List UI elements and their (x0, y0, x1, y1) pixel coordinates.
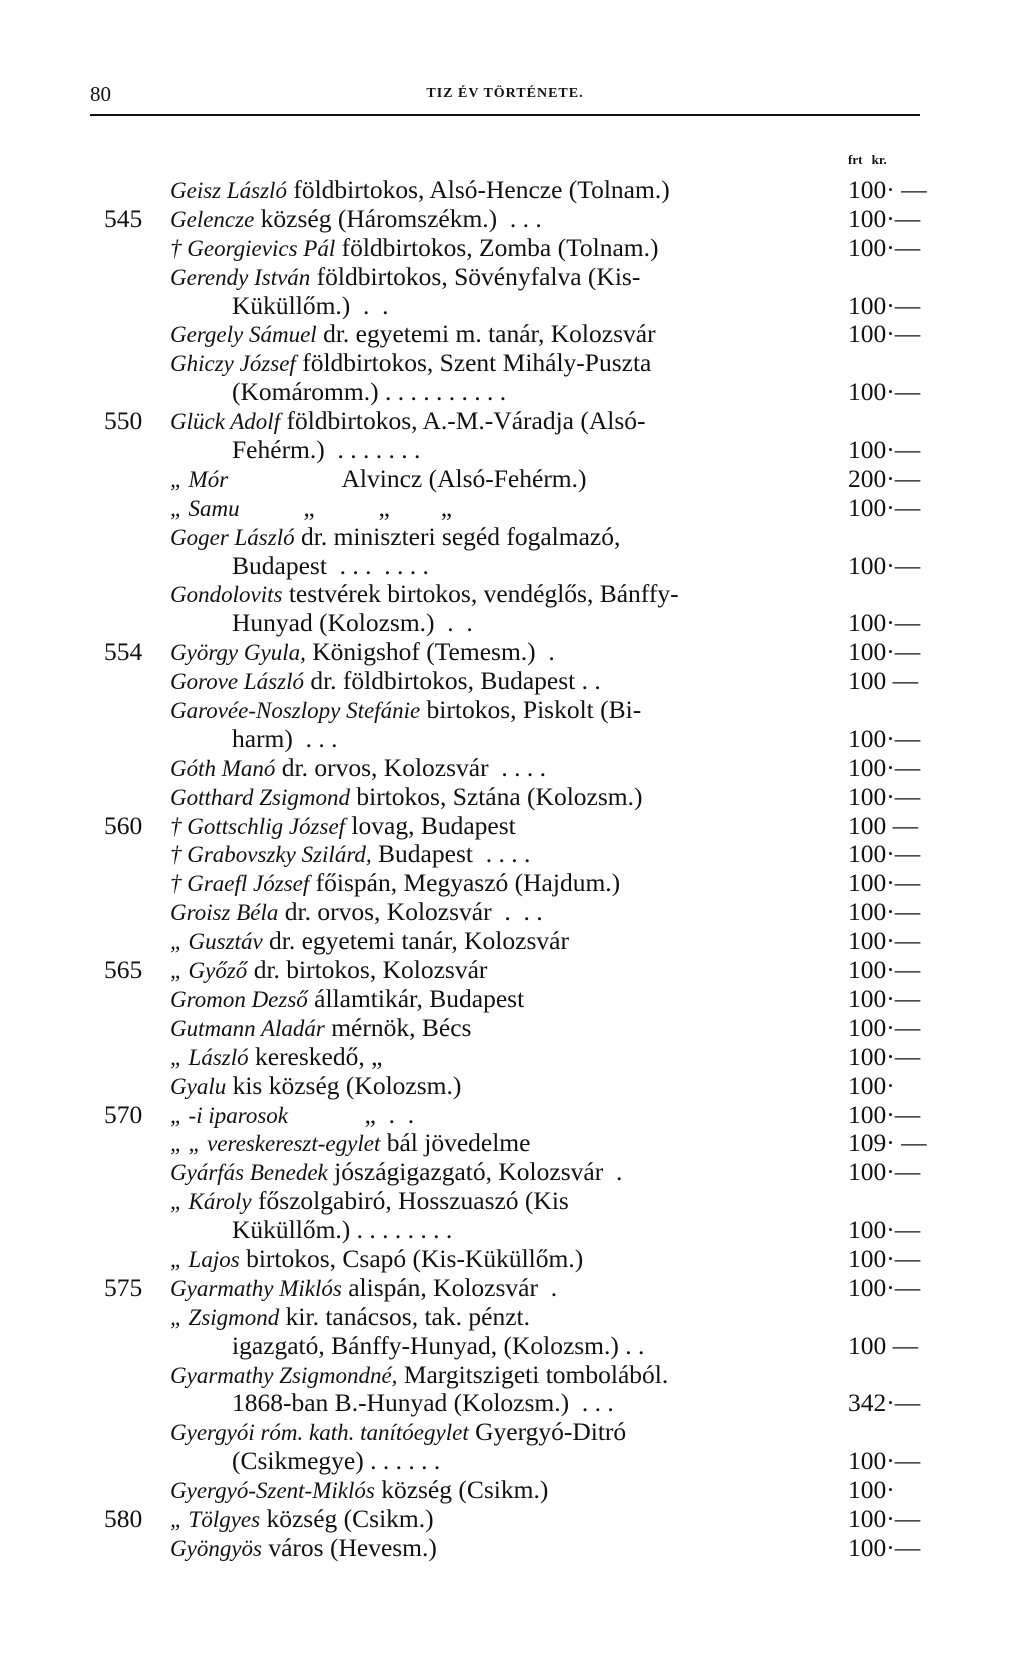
entry-name: „ Zsigmond (170, 1304, 280, 1330)
list-item (0, 1187, 1024, 1216)
entry-number: 575 (104, 1272, 143, 1302)
entry-amount: 342·— (848, 1388, 921, 1418)
entry-amount: 109· — (848, 1128, 927, 1158)
header-rule (90, 114, 920, 116)
entry-name: † Gottschlig József (170, 813, 346, 839)
entry-description: dr. birtokos, Kolozsvár (247, 955, 488, 985)
entry-description: 1868-ban B.-Hunyad (Kolozsm.) . . . (232, 1388, 614, 1418)
entry-amount: 100·— (848, 232, 921, 262)
entry-text (170, 754, 546, 784)
entry-text (170, 1245, 583, 1275)
entry-description: Budapest . . . . . . . (232, 550, 429, 580)
entry-description: dr. egyetemi tanár, Kolozsvár (262, 926, 569, 956)
entry-description: „ „ „ (239, 492, 453, 522)
entry-description: birtokos, Csapó (Kis-Küküllőm.) (239, 1243, 584, 1273)
entry-name: † Georgievics Pál (170, 235, 336, 261)
entry-description: község (Csikm.) (260, 1503, 434, 1533)
list-item (0, 523, 1024, 552)
list-item (0, 869, 1024, 898)
entry-description: kereskedő, „ (248, 1041, 383, 1071)
list-item (0, 754, 1024, 783)
entry-text (170, 812, 516, 842)
entry-description: földbirtokos, A.-M.-Váradja (Alsó- (280, 406, 646, 436)
list-item (0, 407, 1024, 436)
list-item (0, 927, 1024, 956)
entry-amount: 100·— (848, 1532, 921, 1562)
entry-name: Gerendy István (170, 264, 311, 290)
entry-text (232, 725, 338, 755)
entry-description: harm) . . . (232, 723, 338, 753)
list-item (0, 1361, 1024, 1390)
entry-name: „ Győző (170, 958, 248, 984)
entry-text (170, 1361, 668, 1391)
list-item (0, 840, 1024, 869)
entry-description: dr. orvos, Kolozsvár . . . (278, 897, 543, 927)
entry-description: főszolgabiró, Hosszuaszó (Kis (251, 1186, 569, 1216)
entry-amount: 100·— (848, 1099, 921, 1129)
entry-name: Gutmann Aladár (170, 1015, 325, 1041)
list-item (0, 292, 1024, 321)
list-item (0, 465, 1024, 494)
entry-number: 565 (104, 955, 143, 985)
list-item (0, 378, 1024, 407)
entry-description: birtokos, Piskolt (Bi- (420, 695, 642, 725)
entry-name: Gondolovits (170, 582, 283, 608)
list-item (0, 1245, 1024, 1274)
entry-text (170, 1303, 530, 1333)
entry-text (170, 1129, 530, 1159)
entry-amount: 200·— (848, 463, 921, 493)
list-item (0, 1505, 1024, 1534)
entry-description: földbirtokos, Szent Mihály-Puszta (295, 348, 652, 378)
entry-name: Gergely Sámuel (170, 322, 317, 348)
entry-description: igazgató, Bánffy-Hunyad, (Kolozsm.) . . (232, 1330, 645, 1360)
entry-description: kir. tanácsos, tak. pénzt. (279, 1301, 530, 1331)
entry-name: Geisz László (170, 178, 287, 203)
entry-text (170, 1101, 414, 1131)
entry-amount: 100·— (848, 955, 921, 985)
entry-amount: 100·— (848, 839, 921, 869)
entry-description: testvérek birtokos, vendéglős, Bánffy- (282, 579, 679, 609)
entry-name: György Gyula, (170, 640, 306, 666)
entry-name: Garovée-Noszlopy Stefánie (170, 698, 421, 724)
entry-description: község (Háromszékm.) . . . (254, 203, 542, 233)
entry-text (232, 1332, 644, 1362)
entry-amount: 100·— (848, 290, 921, 320)
entry-description: (Csikmegye) . . . . . . (232, 1446, 441, 1476)
list-item (0, 1418, 1024, 1447)
entry-description: (Komáromm.) . . . . . . . . . . (232, 377, 507, 407)
entry-text (170, 696, 641, 726)
page-number: 80 (90, 82, 111, 106)
entry-amount: 100·— (848, 1243, 921, 1273)
entry-amount: 100· (848, 1475, 895, 1505)
entry-description: Margitszigeti tombolából. (397, 1359, 669, 1389)
entry-name: Góth Manó (170, 755, 276, 781)
entry-description: Küküllőm.) . . (232, 290, 389, 320)
entry-amount: 100·— (848, 319, 921, 349)
entry-description: község (Csikm.) (374, 1475, 549, 1505)
entry-text (170, 956, 487, 986)
entry-name: Gyarmathy Zsigmondné, (170, 1362, 398, 1388)
list-item (0, 580, 1024, 609)
entry-name: „ Gusztáv (170, 929, 263, 955)
list-item (0, 1043, 1024, 1072)
list-item (0, 1476, 1024, 1505)
entry-amount: 100·— (848, 868, 921, 898)
list-item (0, 1274, 1024, 1303)
entry-name: „ Samu (170, 495, 240, 521)
list-item (0, 1303, 1024, 1332)
entry-description: jószágigazgató, Kolozsvár . (327, 1157, 623, 1187)
entry-description: Königshof (Temesm.) . (305, 637, 555, 667)
entry-description: lovag, Budapest (345, 810, 516, 840)
entry-amount: 100·— (848, 1446, 921, 1476)
entry-description: dr. egyetemi m. tanár, Kolozsvár (316, 319, 656, 349)
entry-amount: 100·— (848, 203, 921, 233)
entry-text (170, 1505, 434, 1535)
entry-amount: 100·— (848, 1215, 921, 1245)
entry-name: Gyarmathy Miklós (170, 1275, 342, 1301)
entry-name: Gyöngyös (170, 1535, 262, 1561)
entry-name: Gyergyói róm. kath. tanítóegylet (170, 1420, 469, 1446)
entry-name: Groisz Béla (170, 900, 279, 926)
entry-amount: 100 — (848, 810, 919, 840)
entry-text (170, 407, 646, 437)
entry-text (170, 263, 640, 293)
entry-description: Küküllőm.) . . . . . . . . (232, 1215, 453, 1245)
running-title: TIZ ÉV TÖRTÉNETE. (426, 86, 584, 101)
list-item (0, 320, 1024, 349)
entry-amount: 100·— (848, 492, 921, 522)
entry-name: Gromon Dezső (170, 986, 308, 1012)
entry-name: † Graefl József (170, 871, 310, 897)
entry-text (170, 898, 543, 928)
entry-amount: 100·— (848, 1503, 921, 1533)
entry-text (170, 1418, 626, 1448)
entry-description: kis község (Kolozsm.) (226, 1070, 462, 1100)
list-item (0, 234, 1024, 263)
entry-text (170, 1274, 557, 1304)
entry-name: „ Károly (170, 1189, 252, 1215)
entry-text (232, 1389, 614, 1419)
entry-amount: 100·— (848, 723, 921, 753)
list-item (0, 898, 1024, 927)
entry-description: város (Hevesm.) (261, 1532, 437, 1562)
list-item (0, 1129, 1024, 1158)
entry-description: államtikár, Budapest (307, 983, 525, 1013)
entry-amount: 100·— (848, 1157, 921, 1187)
entry-text (232, 609, 473, 639)
entry-amount: 100·— (848, 983, 921, 1013)
entry-text (170, 494, 452, 524)
entry-text (170, 1014, 471, 1044)
entry-description: birtokos, Sztána (Kolozsm.) (349, 781, 643, 811)
entry-text (232, 436, 420, 466)
entry-description: földbirtokos, Zomba (Tolnam.) (335, 232, 659, 262)
list-item (0, 436, 1024, 465)
list-item (0, 638, 1024, 667)
list-item (0, 176, 1024, 205)
entry-description: Alvincz (Alsó-Fehérm.) (228, 463, 587, 493)
entry-amount: 100·— (848, 1041, 921, 1071)
entry-text (232, 1447, 440, 1477)
entry-amount: 100 — (848, 1330, 919, 1360)
entry-text (170, 985, 524, 1015)
list-item (0, 956, 1024, 985)
entry-name: „ Mór (170, 466, 229, 492)
list-item (0, 1534, 1024, 1563)
entry-name: † Grabovszky Szilárd, (170, 842, 372, 868)
entry-amount: 100·— (848, 608, 921, 638)
list-item (0, 494, 1024, 523)
entry-number: 580 (104, 1503, 143, 1533)
list-item (0, 667, 1024, 696)
entry-text (170, 783, 642, 813)
list-item (0, 1332, 1024, 1361)
entry-number: 560 (104, 810, 143, 840)
entry-text (232, 292, 389, 322)
entry-amount: 100·— (848, 781, 921, 811)
list-item (0, 812, 1024, 841)
entry-text (170, 349, 651, 379)
entry-number: 550 (104, 406, 143, 436)
list-item (0, 1389, 1024, 1418)
entry-name: Gotthard Zsigmond (170, 784, 350, 810)
list-item (0, 263, 1024, 292)
entry-description: Fehérm.) . . . . . . . (232, 435, 421, 465)
entry-text (170, 927, 569, 957)
entry-amount: 100· — (848, 175, 927, 204)
entry-text (170, 523, 620, 553)
entry-description: dr. orvos, Kolozsvár . . . . (275, 752, 546, 782)
entry-text (170, 869, 620, 899)
entry-text (170, 205, 542, 235)
entry-amount: 100·— (848, 752, 921, 782)
amount-column-header: frt kr. (848, 152, 887, 167)
list-item (0, 725, 1024, 754)
entry-text (232, 1216, 452, 1246)
entry-name: Ghiczy József (170, 351, 296, 377)
entry-description: Gyergyó-Ditró (468, 1417, 627, 1447)
entry-text (170, 1072, 461, 1102)
donor-list (0, 176, 1024, 1563)
entry-description: „ . . (288, 1099, 415, 1129)
list-item (0, 783, 1024, 812)
entry-name: Glück Adolf (170, 409, 281, 435)
entry-text (170, 176, 670, 206)
entry-description: mérnök, Bécs (324, 1012, 472, 1042)
list-item (0, 609, 1024, 638)
entry-amount: 100 — (848, 666, 919, 696)
entry-text (170, 1187, 569, 1217)
entry-amount: 100·— (848, 637, 921, 667)
list-item (0, 1101, 1024, 1130)
entry-text (170, 638, 555, 668)
entry-number: 554 (104, 637, 143, 667)
list-item (0, 1216, 1024, 1245)
list-item (0, 1072, 1024, 1101)
entry-description: Budapest . . . . (371, 839, 531, 869)
entry-name: „ „ vereskereszt-egylet (170, 1131, 381, 1157)
entry-description: Hunyad (Kolozsm.) . . (232, 608, 473, 638)
entry-name: Gorove László (170, 669, 304, 695)
list-item (0, 205, 1024, 234)
entry-name: „ Tölgyes (170, 1506, 261, 1532)
entry-number: 570 (104, 1099, 143, 1129)
entry-text (232, 378, 506, 408)
entry-amount: 100·— (848, 550, 921, 580)
entry-name: Goger László (170, 524, 295, 550)
entry-name: Gyergyó-Szent-Miklós (170, 1478, 375, 1504)
list-item (0, 985, 1024, 1014)
entry-text (170, 840, 530, 870)
list-item (0, 1158, 1024, 1187)
entry-text (170, 1476, 548, 1506)
entry-text (170, 465, 587, 495)
entry-text (170, 234, 659, 264)
entry-description: alispán, Kolozsvár . (341, 1272, 558, 1302)
entry-name: Gyárfás Benedek (170, 1160, 328, 1186)
entry-name: „ László (170, 1044, 249, 1070)
entry-description: földbirtokos, Alsó-Hencze (Tolnam.) (286, 175, 670, 204)
entry-amount: 100·— (848, 377, 921, 407)
entry-name: Gelencze (170, 206, 255, 232)
entry-description: földbirtokos, Sövényfalva (Kis- (310, 261, 641, 291)
entry-amount: 100·— (848, 1272, 921, 1302)
entry-text (170, 1534, 437, 1564)
entry-amount: 100· (848, 1070, 895, 1100)
entry-description: főispán, Megyaszó (Hajdum.) (309, 868, 621, 898)
entry-name: „ Lajos (170, 1246, 240, 1272)
entry-amount: 100·— (848, 897, 921, 927)
entry-text (170, 667, 601, 697)
entry-text (170, 580, 679, 610)
list-item (0, 1447, 1024, 1476)
entry-text (232, 552, 429, 582)
entry-name: Gyalu (170, 1073, 227, 1099)
entry-description: dr. földbirtokos, Budapest . . (303, 666, 601, 696)
entry-amount: 100·— (848, 435, 921, 465)
list-item (0, 552, 1024, 581)
entry-text (170, 1158, 622, 1188)
list-item (0, 1014, 1024, 1043)
list-item (0, 349, 1024, 378)
list-item (0, 696, 1024, 725)
entry-text (170, 1043, 382, 1073)
entry-text (170, 320, 656, 350)
entry-name: „ -i iparosok (170, 1102, 288, 1128)
entry-description: bál jövedelme (380, 1128, 531, 1158)
entry-amount: 100·— (848, 1012, 921, 1042)
page-header (90, 82, 920, 112)
entry-description: dr. miniszteri segéd fogalmazó, (294, 521, 621, 551)
entry-amount: 100·— (848, 926, 921, 956)
entry-number: 545 (104, 203, 143, 233)
